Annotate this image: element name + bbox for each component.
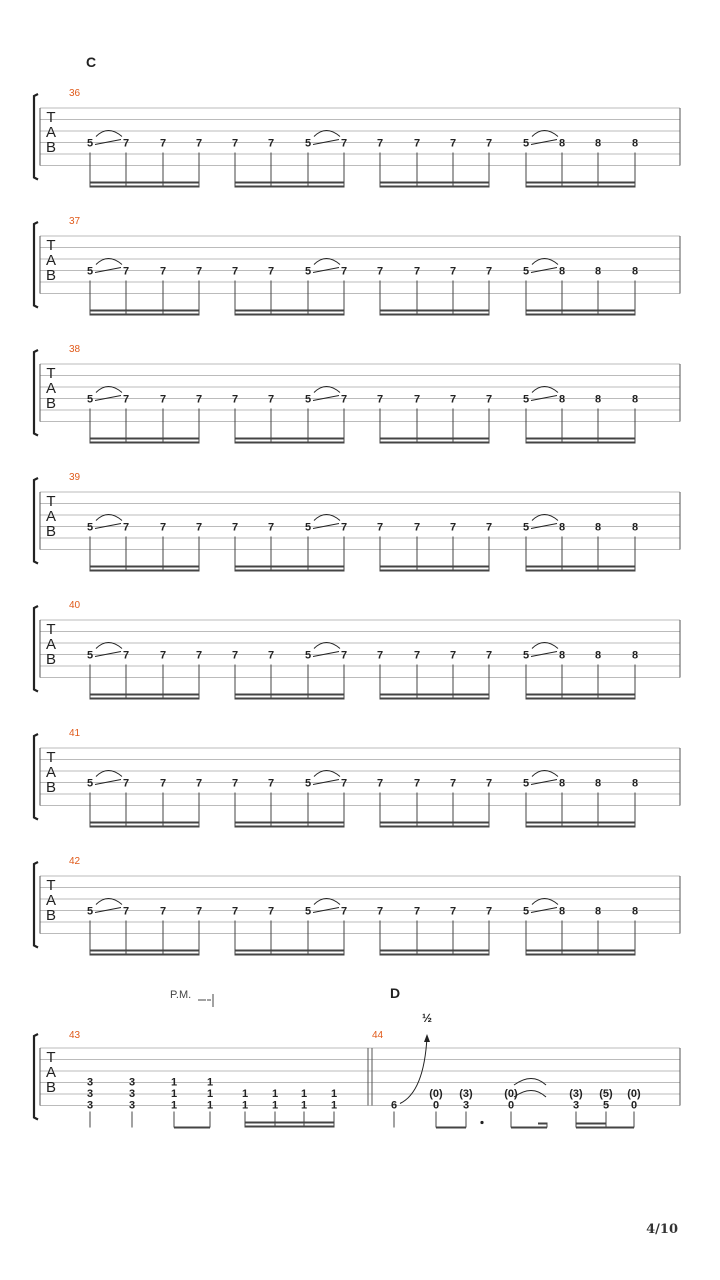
fret-number: 7	[195, 393, 203, 406]
fret-number: 5	[86, 265, 94, 278]
fret-number: 5	[304, 393, 312, 406]
fret-number: 7	[122, 777, 130, 790]
chord-fret: 1	[206, 1076, 214, 1089]
tab-clef-t: T	[46, 621, 56, 638]
fret-number: 7	[449, 905, 457, 918]
fret-number: 5	[304, 265, 312, 278]
measure-number: 41	[69, 728, 81, 739]
fret-number: 7	[159, 905, 167, 918]
fret-number: 7	[449, 265, 457, 278]
measure-number: 39	[69, 472, 81, 483]
chord-fret: 3	[128, 1088, 136, 1100]
fret-number: 5	[86, 777, 94, 790]
fret-number: 8	[594, 777, 602, 790]
fret-number: 7	[267, 137, 275, 150]
tab-clef-b: B	[45, 139, 57, 156]
palm-mute-label: P.M.	[170, 989, 192, 1001]
chord-fret: 1	[206, 1099, 214, 1112]
fret-number: 7	[231, 905, 239, 918]
tab-clef-a: A	[45, 636, 57, 653]
fret-number: 3	[572, 1099, 580, 1112]
tab-clef-a: A	[45, 764, 57, 781]
fret-number: 7	[376, 777, 384, 790]
fret-number: 7	[340, 137, 348, 150]
fret-number: 7	[340, 393, 348, 406]
chord-fret: 1	[330, 1099, 338, 1112]
fret-number: 7	[267, 649, 275, 662]
fret-number: 7	[340, 905, 348, 918]
bend-fret: 6	[390, 1099, 398, 1112]
fret-number: 7	[449, 521, 457, 534]
section-label-d: D	[390, 985, 401, 1001]
fret-number: 7	[413, 137, 421, 150]
fret-number: 8	[594, 521, 602, 534]
tab-clef-t: T	[46, 365, 56, 382]
fret-number: 7	[231, 649, 239, 662]
measure-number: 38	[69, 344, 81, 355]
chord-fret: 1	[170, 1099, 178, 1112]
fret-number: 7	[485, 649, 493, 662]
bend-arrowhead	[424, 1034, 430, 1042]
measure-number: 44	[372, 1030, 384, 1041]
tie-slur	[514, 1079, 546, 1086]
fret-number: 8	[558, 265, 566, 278]
fret-number: 7	[122, 265, 130, 278]
tab-clef-a: A	[45, 1064, 57, 1081]
ghost-fret: (5)	[599, 1088, 613, 1100]
fret-number: 5	[86, 393, 94, 406]
fret-number: 7	[267, 905, 275, 918]
chord-fret: 3	[86, 1099, 94, 1112]
system-bracket	[34, 862, 38, 948]
fret-number: 0	[630, 1099, 638, 1112]
fret-number: 7	[413, 521, 421, 534]
fret-number: 8	[558, 777, 566, 790]
fret-number: 7	[485, 137, 493, 150]
chord-fret: 1	[300, 1088, 308, 1100]
fret-number: 5	[602, 1099, 610, 1112]
ghost-fret: (0)	[627, 1088, 641, 1100]
fret-number: 7	[159, 649, 167, 662]
fret-number: 5	[522, 649, 530, 662]
chord-fret: 3	[128, 1099, 136, 1112]
fret-number: 7	[267, 777, 275, 790]
fret-number: 7	[340, 649, 348, 662]
fret-number: 5	[86, 649, 94, 662]
fret-number: 7	[376, 905, 384, 918]
tab-clef-t: T	[46, 237, 56, 254]
measure-number: 37	[69, 216, 81, 227]
tab-clef-t: T	[46, 749, 56, 766]
fret-number: 3	[462, 1099, 470, 1112]
fret-number: 8	[631, 905, 639, 918]
fret-number: 8	[631, 393, 639, 406]
fret-number: 7	[376, 265, 384, 278]
tab-clef-b: B	[45, 779, 57, 796]
fret-number: 7	[376, 649, 384, 662]
fret-number: 8	[558, 649, 566, 662]
fret-number: 7	[195, 521, 203, 534]
ghost-fret: (0)	[429, 1088, 443, 1100]
system-bracket	[34, 350, 38, 436]
system-bracket	[34, 222, 38, 308]
fret-number: 7	[449, 393, 457, 406]
fret-number: 8	[558, 905, 566, 918]
chord-fret: 3	[86, 1088, 94, 1100]
system-bracket	[34, 94, 38, 180]
fret-number: 7	[122, 393, 130, 406]
page-number: 4/10	[646, 1222, 678, 1237]
chord-fret: 1	[330, 1088, 338, 1100]
fret-number: 5	[522, 393, 530, 406]
tab-clef-b: B	[45, 267, 57, 284]
measure-number: 42	[69, 856, 81, 867]
fret-number: 7	[195, 265, 203, 278]
system-bracket	[34, 478, 38, 564]
fret-number: 7	[159, 393, 167, 406]
chord-fret: 1	[170, 1088, 178, 1100]
fret-number: 5	[522, 521, 530, 534]
fret-number: 7	[340, 777, 348, 790]
ghost-fret: (3)	[459, 1088, 473, 1100]
section-label-c: C	[86, 54, 97, 70]
fret-number: 5	[304, 521, 312, 534]
tab-clef-a: A	[45, 508, 57, 525]
fret-number: 7	[267, 521, 275, 534]
fret-number: 0	[432, 1099, 440, 1112]
chord-fret: 3	[128, 1076, 136, 1089]
measure-number: 43	[69, 1030, 81, 1041]
chord-fret: 1	[170, 1076, 178, 1089]
fret-number: 7	[195, 137, 203, 150]
fret-number: 5	[304, 649, 312, 662]
fret-number: 5	[86, 905, 94, 918]
fret-number: 7	[449, 137, 457, 150]
tab-clef-t: T	[46, 109, 56, 126]
tab-clef-a: A	[45, 252, 57, 269]
dotted-rhythm-dot	[480, 1121, 483, 1124]
tab-clef-b: B	[45, 395, 57, 412]
fret-number: 5	[522, 777, 530, 790]
fret-number: 7	[122, 649, 130, 662]
tab-clef-t: T	[46, 493, 56, 510]
fret-number: 7	[231, 777, 239, 790]
fret-number: 5	[304, 777, 312, 790]
fret-number: 7	[449, 777, 457, 790]
tab-clef-b: B	[45, 907, 57, 924]
ghost-fret: (3)	[569, 1088, 583, 1100]
tab-clef-t: T	[46, 1049, 56, 1066]
bend-amount: ½	[421, 1011, 433, 1025]
fret-number: 0	[507, 1099, 515, 1112]
chord-fret: 1	[206, 1088, 214, 1100]
fret-number: 7	[159, 137, 167, 150]
fret-number: 8	[594, 137, 602, 150]
tab-clef-a: A	[45, 124, 57, 141]
fret-number: 7	[485, 905, 493, 918]
fret-number: 8	[594, 649, 602, 662]
fret-number: 8	[558, 137, 566, 150]
tab-clef-b: B	[45, 651, 57, 668]
fret-number: 8	[594, 393, 602, 406]
fret-number: 7	[485, 521, 493, 534]
fret-number: 8	[631, 137, 639, 150]
system-bracket	[34, 606, 38, 692]
fret-number: 7	[413, 265, 421, 278]
fret-number: 8	[631, 777, 639, 790]
fret-number: 8	[594, 265, 602, 278]
fret-number: 7	[376, 521, 384, 534]
fret-number: 7	[122, 521, 130, 534]
fret-number: 7	[195, 777, 203, 790]
ghost-fret: (0)	[504, 1088, 518, 1100]
fret-number: 7	[122, 137, 130, 150]
chord-fret: 1	[271, 1088, 279, 1100]
tab-clef-b: B	[45, 523, 57, 540]
fret-number: 7	[340, 265, 348, 278]
chord-fret: 3	[86, 1076, 94, 1089]
fret-number: 7	[195, 649, 203, 662]
system-bracket	[34, 734, 38, 820]
tab-clef-b: B	[45, 1079, 57, 1096]
fret-number: 7	[376, 137, 384, 150]
fret-number: 7	[231, 137, 239, 150]
fret-number: 8	[594, 905, 602, 918]
fret-number: 7	[485, 777, 493, 790]
fret-number: 7	[195, 905, 203, 918]
chord-fret: 1	[271, 1099, 279, 1112]
fret-number: 7	[340, 521, 348, 534]
fret-number: 7	[231, 265, 239, 278]
fret-number: 8	[631, 521, 639, 534]
fret-number: 8	[631, 649, 639, 662]
fret-number: 7	[231, 521, 239, 534]
tab-clef-a: A	[45, 380, 57, 397]
fret-number: 8	[631, 265, 639, 278]
fret-number: 8	[558, 393, 566, 406]
fret-number: 7	[376, 393, 384, 406]
system-bracket	[34, 1034, 38, 1120]
measure-number: 36	[69, 88, 81, 99]
fret-number: 7	[413, 905, 421, 918]
fret-number: 7	[267, 393, 275, 406]
fret-number: 7	[267, 265, 275, 278]
fret-number: 5	[522, 905, 530, 918]
tab-clef-a: A	[45, 892, 57, 909]
measure-number: 40	[69, 600, 81, 611]
fret-number: 7	[159, 777, 167, 790]
fret-number: 7	[159, 521, 167, 534]
fret-number: 5	[304, 905, 312, 918]
fret-number: 5	[522, 265, 530, 278]
tab-clef-t: T	[46, 877, 56, 894]
fret-number: 7	[413, 777, 421, 790]
fret-number: 7	[449, 649, 457, 662]
fret-number: 8	[558, 521, 566, 534]
fret-number: 7	[485, 393, 493, 406]
fret-number: 7	[485, 265, 493, 278]
fret-number: 7	[413, 649, 421, 662]
fret-number: 7	[413, 393, 421, 406]
chord-fret: 1	[300, 1099, 308, 1112]
fret-number: 7	[231, 393, 239, 406]
chord-fret: 1	[241, 1099, 249, 1112]
fret-number: 5	[86, 137, 94, 150]
chord-fret: 1	[241, 1088, 249, 1100]
fret-number: 5	[86, 521, 94, 534]
fret-number: 7	[122, 905, 130, 918]
fret-number: 5	[304, 137, 312, 150]
fret-number: 7	[159, 265, 167, 278]
fret-number: 5	[522, 137, 530, 150]
